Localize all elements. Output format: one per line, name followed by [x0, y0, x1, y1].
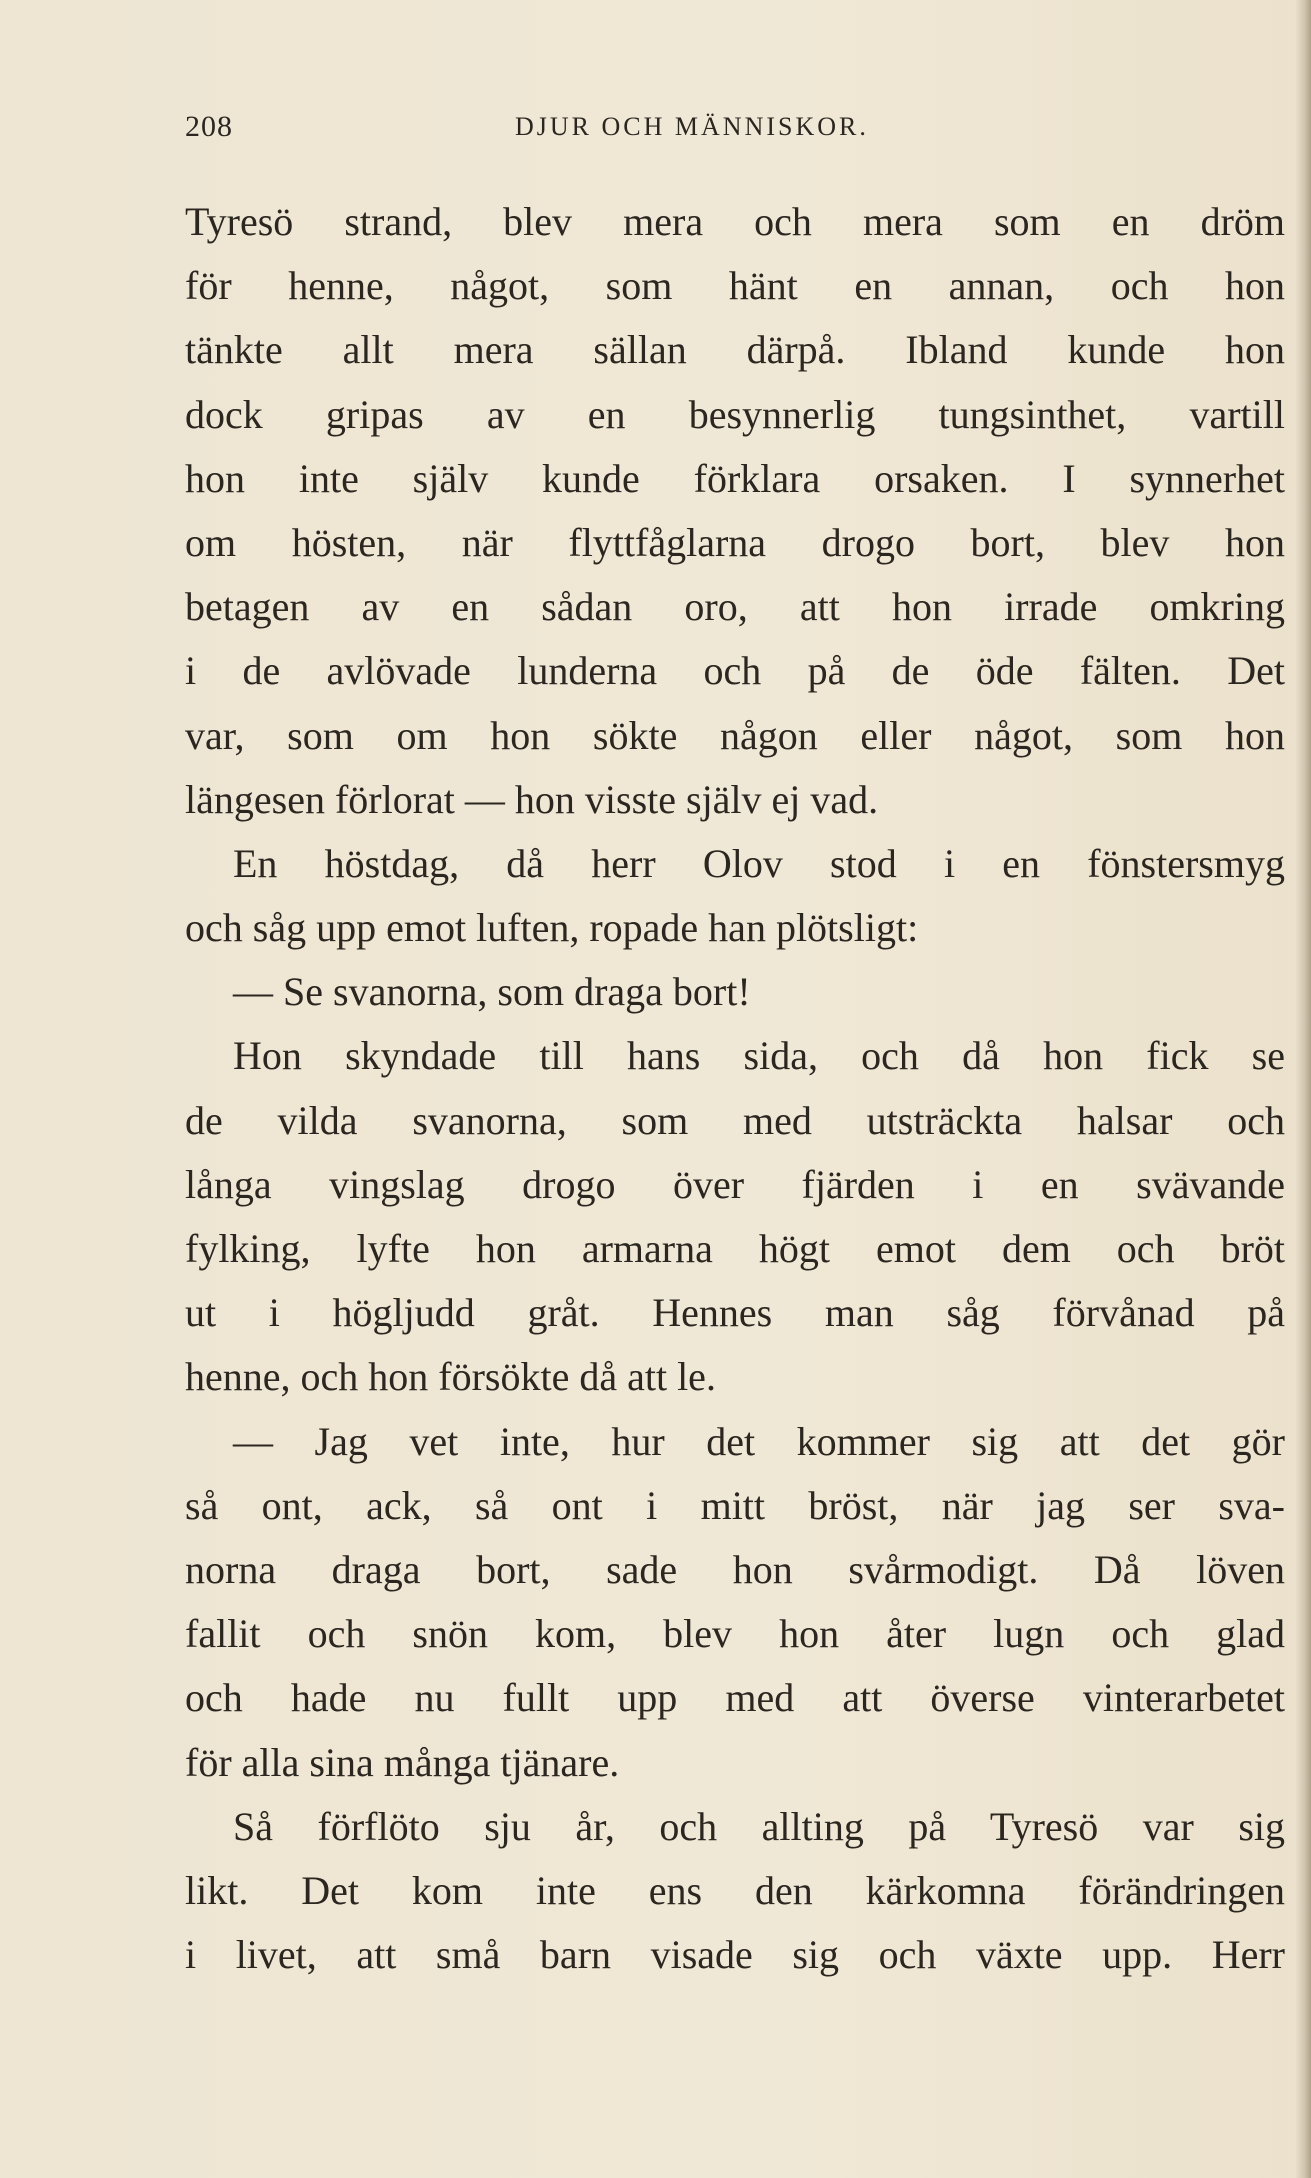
text-line: de vilda svanorna, som med utsträckta halsar och	[185, 1097, 1285, 1143]
text-line: — Se svanorna, som draga bort!	[233, 969, 751, 1015]
text-line: norna draga bort, sade hon svårmodigt. Då löven	[185, 1546, 1285, 1592]
text-line: tänkte allt mera sällan därpå. Ibland kunde hon	[185, 327, 1285, 373]
text-line: Tyresö strand, blev mera och mera som en dröm	[185, 199, 1285, 244]
text-line: och såg upp emot luften, ropade han plötsligt:	[185, 905, 919, 951]
text-line: Hon skyndade till hans sida, och då hon fick se	[233, 1033, 1285, 1079]
text-line: likt. Det kom inte ens den kärkomna förändringen	[185, 1867, 1285, 1913]
text-line: i de avlövade lunderna och på de öde fälten. Det	[185, 648, 1285, 694]
body-text	[185, 190, 1285, 1987]
text-line: Så förflöto sju år, och allting på Tyresö var sig	[233, 1803, 1285, 1849]
running-head	[185, 110, 1285, 160]
text-line: för henne, något, som hänt en annan, och hon	[185, 263, 1285, 309]
text-line: och hade nu fullt upp med att överse vinterarbetet	[185, 1675, 1285, 1721]
page-edge-shadow	[1295, 0, 1311, 2178]
text-line: henne, och hon försökte då att le.	[185, 1354, 716, 1400]
text-line: fallit och snön kom, blev hon åter lugn och glad	[185, 1611, 1285, 1657]
text-line: om hösten, när flyttfåglarna drogo bort, blev hon	[185, 519, 1285, 565]
text-line: i livet, att små barn visade sig och växte upp. Herr	[185, 1932, 1285, 1978]
text-line: för alla sina många tjänare.	[185, 1739, 620, 1785]
text-line: fylking, lyfte hon armarna högt emot dem och bröt	[185, 1226, 1285, 1271]
text-line: — Jag vet inte, hur det kommer sig att det gör	[233, 1418, 1285, 1464]
text-line: En höstdag, då herr Olov stod i en fönstersmyg	[233, 840, 1285, 886]
text-line: dock gripas av en besynnerlig tungsinthet, vartill	[185, 391, 1285, 437]
text-line: hon inte själv kunde förklara orsaken. I synnerhet	[185, 455, 1285, 501]
text-line: så ont, ack, så ont i mitt bröst, när jag ser sva-	[185, 1482, 1285, 1528]
text-line: betagen av en sådan oro, att hon irrade omkring	[185, 584, 1285, 630]
text-line: långa vingslag drogo över fjärden i en svävande	[185, 1161, 1285, 1207]
text-line: längesen förlorat — hon visste själv ej vad.	[185, 776, 879, 822]
text-line: ut i högljudd gråt. Hennes man såg förvånad på	[185, 1290, 1285, 1336]
page-number: 208	[185, 110, 233, 143]
text-line: var, som om hon sökte någon eller något, som hon	[185, 712, 1285, 758]
running-title: DJUR OCH MÄNNISKOR.	[515, 112, 869, 141]
